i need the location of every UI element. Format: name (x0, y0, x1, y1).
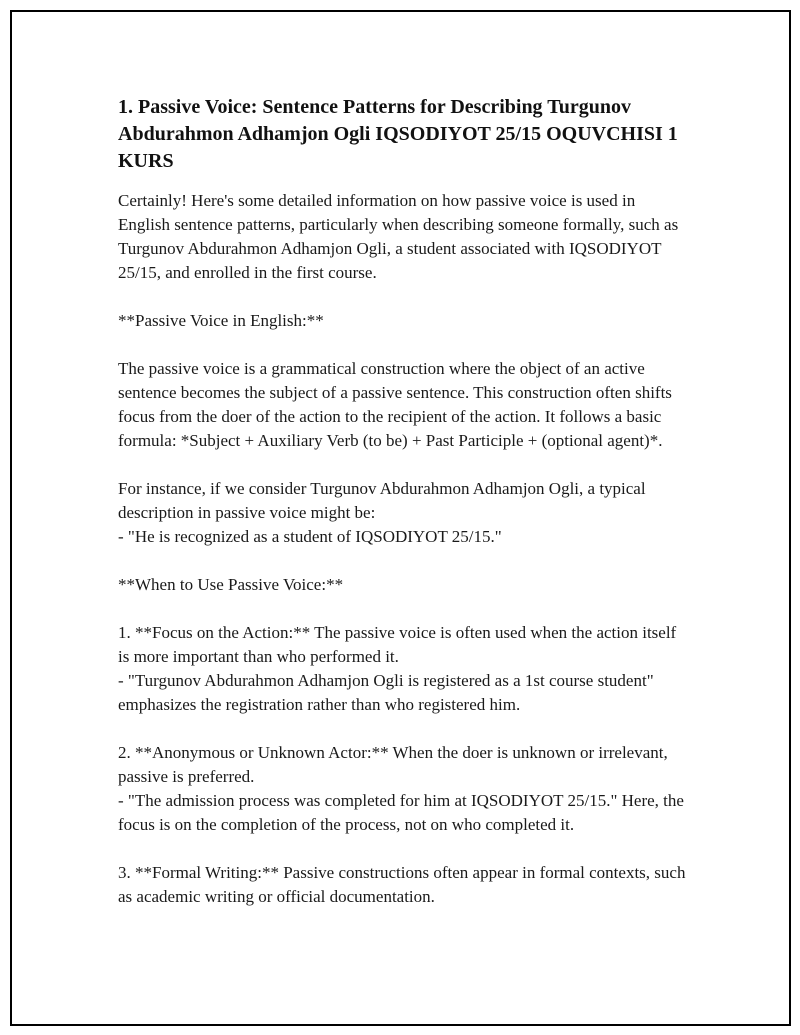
intro-paragraph: Certainly! Here's some detailed information on how passive voice is used in English sentence patterns, particularly when describing someone formally, such as Turgunov Abdurahmon Adhamjon Ogli, a student associated with IQSODIYOT 25/15, and enrolled in the first course. (118, 191, 679, 282)
section-heading-when-to-use: **When to Use Passive Voice:** (118, 575, 344, 594)
document-title: 1. Passive Voice: Sentence Patterns for Describing Turgunov Abdurahmon Adhamjon Ogli IQSODIYOT 25/15 OQUVCHISI 1 KURS (118, 96, 678, 172)
list-item-focus-on-action: 1. **Focus on the Action:** The passive voice is often used when the action itself is more important than who performed it. - "Turgunov Abdurahmon Adhamjon Ogli is registered as a 1st course student" emphasizes the registration rather than who registered him. (118, 623, 677, 714)
document-body (118, 94, 690, 909)
list-item-anonymous-actor: 2. **Anonymous or Unknown Actor:** When the doer is unknown or irrelevant, passive is preferred. - "The admission process was completed for him at IQSODIYOT 25/15." Here, the focus is on the completion of the process, not on who completed it. (118, 743, 684, 834)
list-item-formal-writing: 3. **Formal Writing:** Passive constructions often appear in formal contexts, such as academic writing or official documentation. (118, 863, 686, 906)
section-heading-passive-voice: **Passive Voice in English:** (118, 311, 324, 330)
example-paragraph: For instance, if we consider Turgunov Abdurahmon Adhamjon Ogli, a typical description in passive voice might be: - "He is recognized as a student of IQSODIYOT 25/15." (118, 479, 646, 546)
definition-paragraph: The passive voice is a grammatical construction where the object of an active sentence becomes the subject of a passive sentence. This construction often shifts focus from the doer of the action to the recipient of the action. It follows a basic formula: *Subject + Auxiliary Verb (to be) + Past Participle + (optional agent)*. (118, 359, 672, 450)
